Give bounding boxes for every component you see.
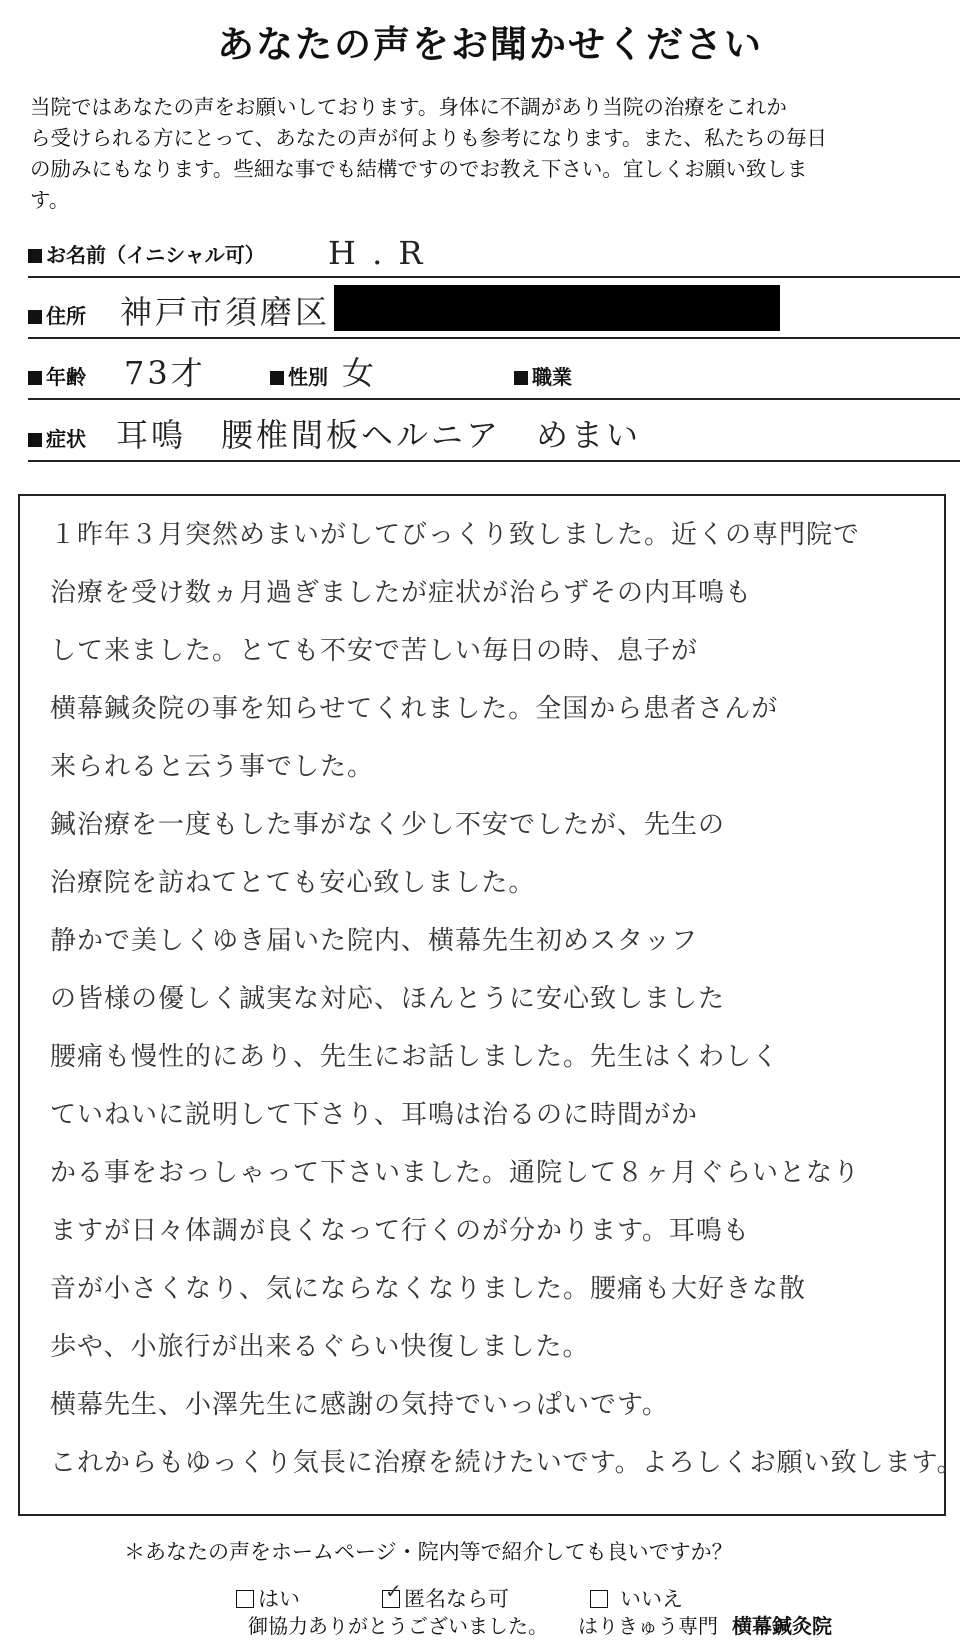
footer — [248, 1610, 832, 1639]
consent-option-yes[interactable]: はい — [236, 1583, 300, 1613]
checkbox-icon[interactable] — [590, 1590, 608, 1608]
intro-paragraph — [30, 92, 960, 216]
redaction-bar — [334, 285, 780, 331]
checkbox-icon[interactable] — [236, 1590, 254, 1608]
address-value: 神戸市須磨区 — [120, 293, 331, 331]
bullet-square-icon — [28, 371, 42, 385]
footer-specialty: はりきゅう専門 — [578, 1614, 718, 1638]
page-title: あなたの声をお聞かせください — [217, 23, 763, 66]
testimonial-line: 治療院を訪ねてとても安心致しました。 — [50, 868, 536, 898]
age-row — [28, 344, 960, 400]
testimonial-line: 横幕先生、小澤先生に感謝の気持でいっぱいです。 — [50, 1390, 669, 1420]
consent-question: ＊あなたの声をホームページ・院内等で紹介しても良いですか？ — [124, 1540, 733, 1564]
testimonial-line: 歩や、小旅行が出来るぐらい快復しました。 — [50, 1332, 590, 1362]
testimonial-line: して来ました。とても不安で苦しい毎日の時、息子が — [50, 636, 699, 666]
testimonial-line: １昨年３月突然めまいがしてびっくり致しました。近くの専門院で — [50, 520, 861, 550]
checkmark-icon: ✓ — [385, 1579, 402, 1603]
bullet-square-icon — [514, 371, 528, 385]
gender-label: 性別 — [270, 361, 328, 390]
address-label: 住所 — [28, 300, 86, 329]
testimonial-line: ますが日々体調が良くなって行くのが分かります。耳鳴も — [50, 1216, 750, 1246]
testimonial-line: 横幕鍼灸院の事を知らせてくれました。全国から患者さんが — [50, 694, 779, 724]
age-label: 年齢 — [28, 361, 86, 390]
intro-line: の励みにもなります。些細な事でも結構ですのでお教え下さい。宜しくお願い致しま — [30, 157, 808, 181]
bullet-square-icon — [28, 310, 42, 324]
testimonial-line: 来られると云う事でした。 — [50, 752, 375, 782]
testimonial-line: ていねいに説明して下さり、耳鳴は治るのに時間がか — [50, 1100, 699, 1130]
job-label: 職業 — [514, 361, 572, 390]
testimonial-box — [18, 494, 964, 1516]
symptom-label: 症状 — [28, 423, 86, 452]
checkbox-checked-icon[interactable] — [382, 1579, 402, 1608]
address-row — [28, 283, 960, 339]
bullet-square-icon — [28, 433, 42, 447]
consent-option-no[interactable]: いいえ — [590, 1583, 683, 1613]
symptom-value: 耳鳴 腰椎間板ヘルニア めまい — [116, 416, 642, 454]
testimonial-line: の皆様の優しく誠実な対応、ほんとうに安心致しました — [50, 984, 726, 1014]
testimonial-line: 音が小さくなり、気にならなくなりました。腰痛も大好きな散 — [50, 1274, 807, 1304]
name-value: H . R — [328, 234, 426, 272]
testimonial-line: 治療を受け数ヵ月過ぎましたが症状が治らずその内耳鳴も — [50, 578, 753, 608]
intro-line: す。 — [30, 188, 70, 212]
intro-line: 当院ではあなたの声をお願いしております。身体に不調があり当院の治療をこれか — [30, 95, 787, 119]
age-value: 73才 — [124, 354, 206, 392]
bullet-square-icon — [28, 249, 42, 263]
testimonial-line: 鍼治療を一度もした事がなく少し不安でしたが、先生の — [50, 810, 726, 840]
testimonial-line: かる事をおっしゃって下さいました。通院して８ヶ月ぐらいとなり — [50, 1158, 861, 1188]
consent-option-anonymous[interactable]: ✓ 匿名なら可 — [382, 1583, 509, 1613]
bullet-square-icon — [270, 371, 284, 385]
testimonial-line: 静かで美しくゆき届いた院内、横幕先生初めスタッフ — [50, 926, 699, 956]
testimonial-line: これからもゆっくり気長に治療を続けたいです。よろしくお願い致します。 — [50, 1448, 964, 1478]
name-label: お名前（イニシャル可） — [28, 239, 265, 268]
footer-thanks: 御協力ありがとうございました。 — [248, 1614, 548, 1638]
name-row — [28, 222, 960, 278]
intro-line: ら受けられる方にとって、あなたの声が何よりも参考になります。また、私たちの毎日 — [30, 126, 828, 150]
gender-value: 女 — [342, 354, 378, 392]
symptom-row — [28, 406, 960, 462]
testimonial-line: 腰痛も慢性的にあり、先生にお話しました。先生はくわしく — [50, 1042, 780, 1072]
footer-clinic-name: 横幕鍼灸院 — [732, 1614, 832, 1638]
